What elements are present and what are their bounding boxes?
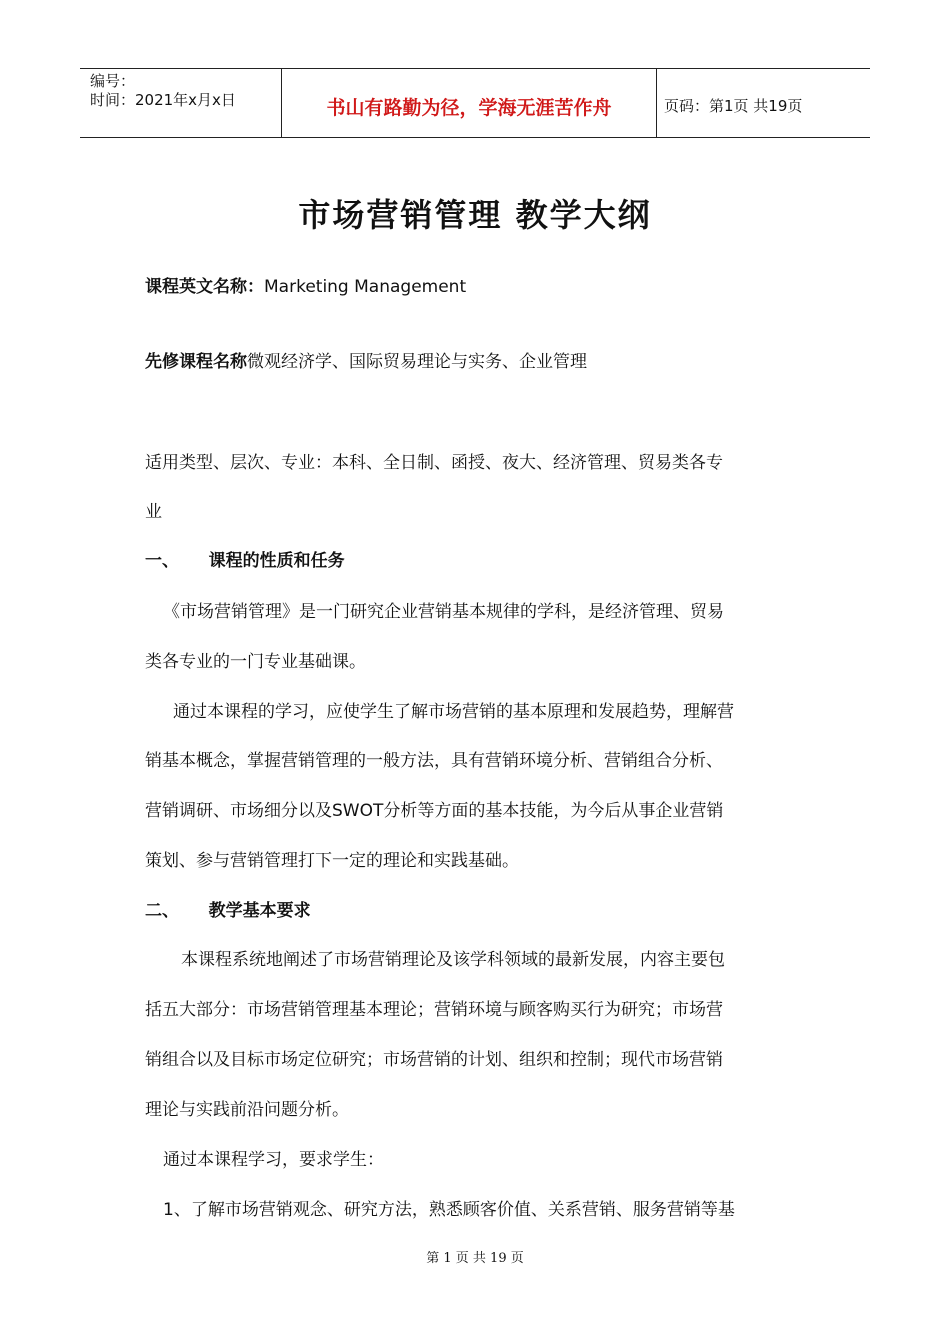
- doc-date-label: 时间：2021年x月x日: [90, 91, 236, 109]
- s2-p1-line-1: 本课程系统地阐述了市场营销理论及该学科领域的最新发展，内容主要包: [181, 950, 725, 970]
- section-1-heading: 一、 课程的性质和任务: [145, 551, 345, 571]
- s1-p1-line-2: 类各专业的一门专业基础课。: [145, 652, 366, 672]
- s2-p1-line-4: 理论与实践前沿问题分析。: [145, 1100, 349, 1120]
- prerequisite-label: 先修课程名称: [145, 352, 247, 372]
- s2-p1-line-3: 销组合以及目标市场定位研究；市场营销的计划、组织和控制；现代市场营销: [145, 1050, 723, 1070]
- header-page-info: 页码：第1页 共19页: [664, 97, 803, 115]
- s1-p2-line-4: 策划、参与营销管理打下一定的理论和实践基础。: [145, 851, 519, 871]
- s1-p2-line-2: 销基本概念，掌握营销管理的一般方法，具有营销环境分析、营销组合分析、: [145, 751, 723, 771]
- header-right-cell: [656, 69, 870, 137]
- english-name-label: 课程英文名称：: [145, 277, 264, 297]
- scope-line-2: 业: [145, 502, 162, 522]
- page-footer: 第 1 页 共 19 页: [426, 1251, 524, 1266]
- section-2-heading: 二、 教学基本要求: [145, 901, 311, 921]
- s1-p2-line-1: 通过本课程的学习，应使学生了解市场营销的基本原理和发展趋势，理解营: [173, 702, 734, 722]
- s1-p1-line-1: 《市场营销管理》是一门研究企业营销基本规律的学科，是经济管理、贸易: [163, 602, 724, 622]
- prerequisite-line: [145, 347, 587, 372]
- s1-p2-line-3: 营销调研、市场细分以及SWOT分析等方面的基本技能，为今后从事企业营销: [145, 801, 724, 821]
- s2-p1-line-2: 括五大部分：市场营销管理基本理论；营销环境与顾客购买行为研究；市场营: [145, 1000, 723, 1020]
- prerequisite-value: 微观经济学、国际贸易理论与实务、企业管理: [247, 352, 587, 372]
- header-motto: 书山有路勤为径，学海无涯苦作舟: [326, 97, 612, 119]
- s2-p2: 通过本课程学习，要求学生：: [163, 1150, 384, 1170]
- scope-line-1: 适用类型、层次、专业：本科、全日制、函授、夜大、经济管理、贸易类各专: [145, 453, 723, 473]
- s2-list-item-1: 1、了解市场营销观念、研究方法，熟悉顾客价值、关系营销、服务营销等基: [163, 1200, 735, 1220]
- header-left-cell: [80, 69, 280, 137]
- document-header: [80, 68, 870, 138]
- document-title: 市场营销管理 教学大纲: [298, 196, 652, 234]
- doc-number-label: 编号：: [90, 72, 136, 90]
- english-name-value: Marketing Management: [264, 277, 467, 297]
- english-name-line: [145, 272, 466, 297]
- header-middle-cell: [281, 69, 657, 137]
